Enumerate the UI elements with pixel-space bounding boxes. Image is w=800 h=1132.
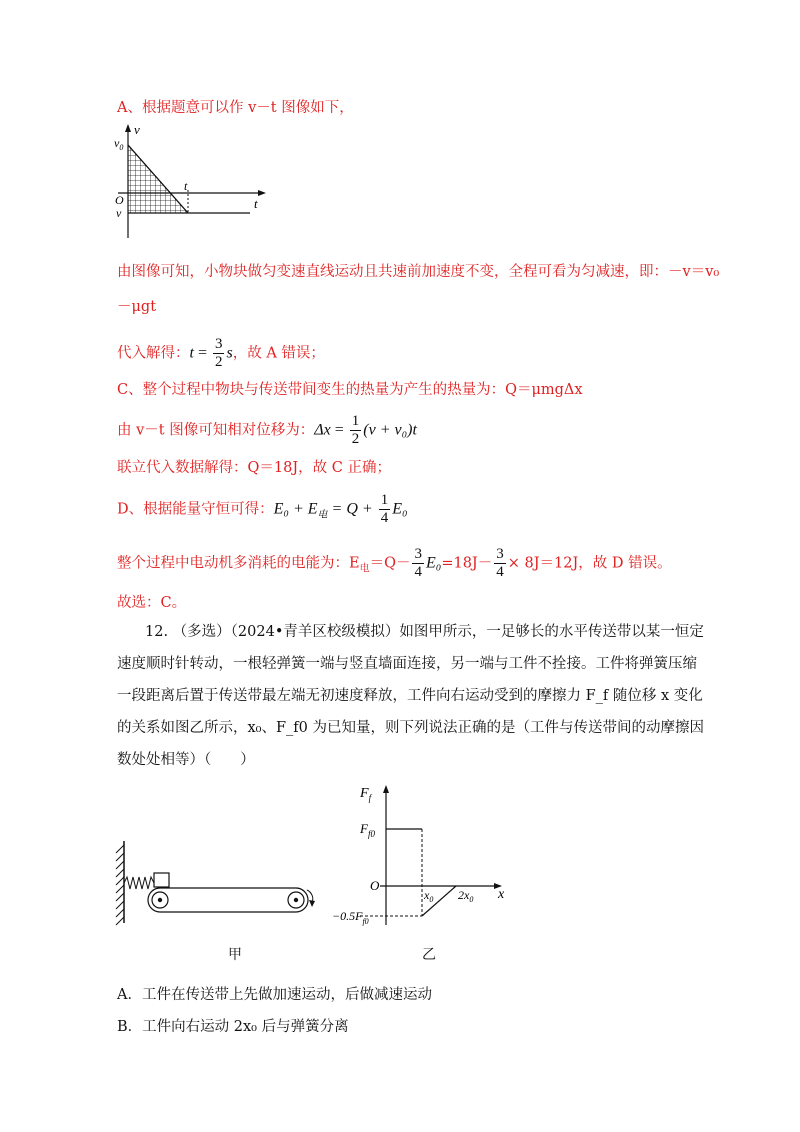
solution-line-b1: 由图像可知，小物块做匀变速直线运动且共速前加速度不变，全程可看为匀减速，即：－v＝v₀ (117, 264, 720, 280)
wall-hatch (116, 845, 124, 925)
t-top-label: t (184, 179, 188, 193)
solution-line-e: 由 v－t 图像可知相对位移为：Δx = $\frac{1}{2}$ (v + v₀)t (117, 413, 417, 447)
workpiece (154, 873, 169, 887)
x0-label: $x_0$ (424, 888, 434, 904)
solution-line-f: 联立代入数据解得：Q＝18J，故 C 正确； (117, 460, 391, 476)
x-axis-label: x (498, 887, 505, 902)
spring (124, 877, 154, 889)
question-12-text: 12. （多选）（2024•青羊区校级模拟）如图甲所示，一足够长的水平传送带以某一恒定速度顺时针转动，一根轻弹簧一端与竖直墙面连接，另一端与工件不拴接。工件将弹簧压缩一段距离后置于传送带最左端无初速度释放，工件向右运动受到的摩擦力 F_f 随位移 x 变化的关系如图乙所示，x₀、F_f0 为已知量，则下列说法正确的是（工件与传送带间的动摩擦因数处处相等）（ ） (117, 624, 704, 768)
neg-v-label: v (116, 206, 122, 220)
figure-jia (110, 835, 330, 935)
solution-line-i: 故选：C。 (117, 595, 187, 611)
figure-jia-label: 甲 (228, 947, 242, 963)
ff0-label: $F_{f0}$ (360, 821, 375, 839)
option-b: B．工件向右运动 2x₀ 后与弹簧分离 (117, 1019, 349, 1035)
vt-graph (110, 120, 280, 245)
solution-line-c: 代入解得：t = $\frac{3}{2}$ s，故 A 错误； (117, 336, 325, 370)
ff-axis-arrow (383, 785, 389, 793)
v0-label: $v_0$ (114, 136, 124, 152)
origin-label: O (115, 193, 124, 207)
two-x0-label: $2x_0$ (458, 888, 474, 904)
t-axis-label: t (254, 196, 258, 211)
solution-line-b2: －μgt (117, 299, 157, 315)
t-axis-arrow (258, 190, 266, 196)
figure-yi-label: 乙 (422, 947, 436, 963)
option-a: A．工件在传送带上先做加速运动，后做减速运动 (117, 987, 432, 1003)
solution-line-h: 整个过程中电动机多消耗的电能为：$E_电=Q-$ $\frac{3}{4}$ E₀=18J－ $\frac{3}{4}$ × 8J＝12J，故 D 错误。 (117, 546, 672, 580)
solution-line-d: C、整个过程中物块与传送带间变生的热量为产生的热量为：Q＝μmgΔx (117, 382, 583, 398)
solution-line-a: A、根据题意可以作 v－t 图像如下， (117, 100, 354, 116)
figure-yi (330, 773, 530, 933)
question-number: 12. (145, 624, 169, 640)
origin-label-2: O (370, 878, 380, 893)
solution-line-g: D、根据能量守恒可得：$E_0 + E_电 = Q$ + $\frac{1}{4}$ E₀ (117, 492, 408, 526)
neg-ff0-label: $-0.5F_{f0}$ (332, 909, 369, 926)
v-axis-arrow (125, 124, 131, 132)
v-axis-label: v (134, 122, 140, 137)
ff-label: $F_f$ (360, 786, 372, 803)
